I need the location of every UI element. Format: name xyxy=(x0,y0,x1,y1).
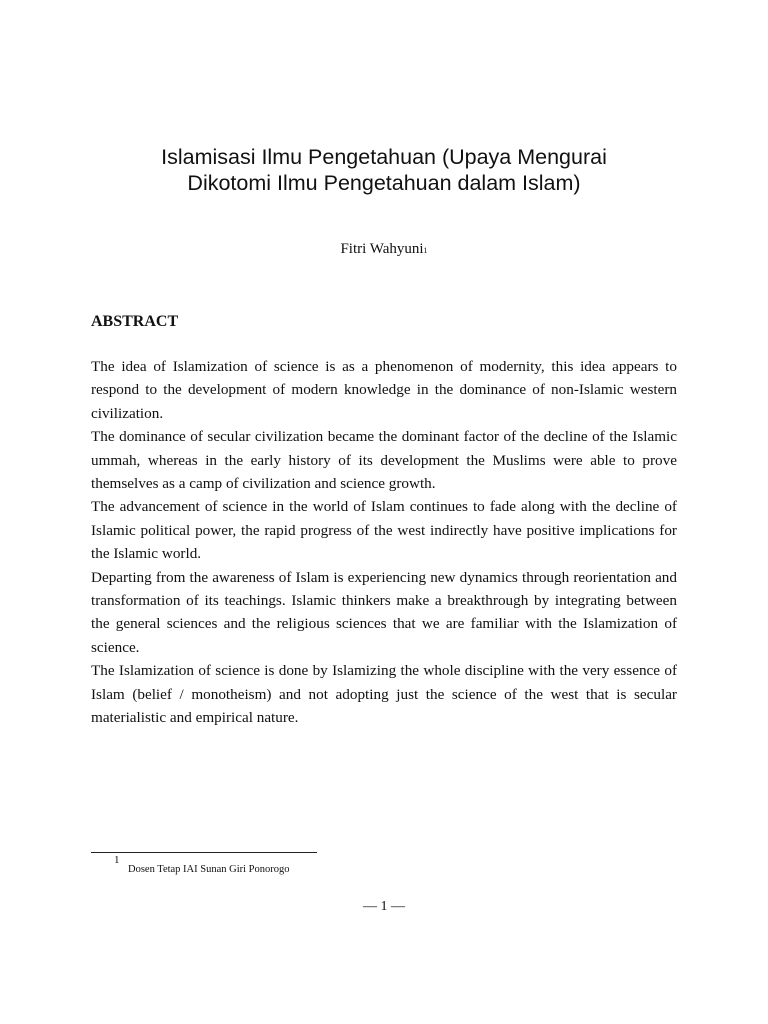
footnote-divider xyxy=(91,852,317,853)
footnote-text: Dosen Tetap IAI Sunan Giri Ponorogo xyxy=(128,864,290,875)
author-name: Fitri Wahyuni xyxy=(340,241,424,257)
abstract-paragraph: The Islamization of science is done by Islamizing the whole discipline with the very essence of Islam (belief / monotheism) and not adopting just the science of the west that is secular materialistic and empirical nature. xyxy=(91,662,677,727)
author-footnote-mark: 1 xyxy=(423,246,428,255)
author-line xyxy=(0,240,768,260)
footnote-mark: 1 xyxy=(114,854,120,866)
abstract-paragraph: Departing from the awareness of Islam is experiencing new dynamics through reorientation and transformation of its teachings. Islamic thinkers make a breakthrough by integrating between the general sciences and the religious sciences that we are familiar with the Islamization of science. xyxy=(91,568,677,656)
paper-title-line-1: Islamisasi Ilmu Pengetahuan (Upaya Mengurai xyxy=(161,145,607,169)
abstract-body xyxy=(91,355,677,730)
paper-title-line-2: Dikotomi Ilmu Pengetahuan dalam Islam) xyxy=(187,171,581,195)
paper-title xyxy=(60,144,708,196)
abstract-paragraph: The advancement of science in the world of Islam continues to fade along with the decline of Islamic political power, the rapid progress of the west indirectly have positive implications for the Islamic world. xyxy=(91,498,677,563)
page-number: — 1 — xyxy=(363,899,405,914)
footnote xyxy=(114,854,290,876)
abstract-heading: ABSTRACT xyxy=(91,313,179,330)
abstract-paragraph: The dominance of secular civilization became the dominant factor of the decline of the Islamic ummah, whereas in the early history of its development the Muslims were able to prove themselves as a camp of civilization and science growth. xyxy=(91,428,677,493)
abstract-paragraph: The idea of Islamization of science is as a phenomenon of modernity, this idea appears to respond to the development of modern knowledge in the dominance of non-Islamic western civilization. xyxy=(91,358,677,422)
